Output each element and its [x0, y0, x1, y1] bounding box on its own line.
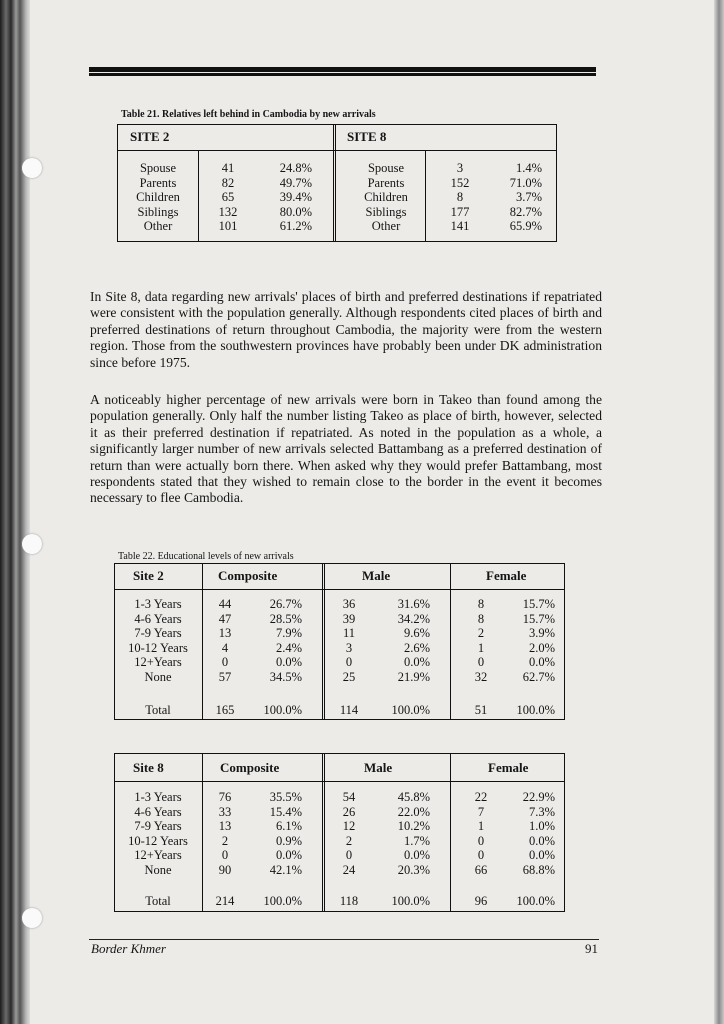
table-cell: 0 [477, 655, 485, 670]
table-cell: 0 [221, 848, 229, 863]
female-header: Female [488, 760, 529, 775]
composite-pcts [252, 597, 302, 685]
table-cell: Spouse [139, 161, 177, 175]
total-cell: 100.0% [391, 894, 430, 908]
table-cell: 1.7% [403, 833, 430, 848]
table-cell: 76 [218, 790, 232, 804]
row-labels [116, 597, 200, 685]
table-cell: 1.0% [528, 819, 555, 834]
table21-site-divider [333, 124, 336, 242]
table-cell: 20.3% [397, 862, 430, 877]
table-cell: 34.5% [269, 669, 302, 684]
table-cell: Siblings [365, 204, 407, 219]
table-cell: 7 [477, 804, 485, 819]
site-header: Site 8 [133, 760, 164, 775]
table-cell: 1-3 Years [134, 790, 182, 804]
table-col-divider [322, 563, 325, 720]
table-header-divider [114, 589, 565, 590]
total-cell: 114 [339, 703, 359, 717]
punch-hole [22, 908, 42, 928]
table-cell: 2 [221, 833, 229, 848]
footer-rule [89, 939, 599, 940]
table-cell: 2 [477, 626, 485, 641]
table-cell: 1-3 Years [134, 597, 182, 611]
table-cell: 54 [342, 790, 356, 804]
table-cell: 61.2% [279, 219, 312, 234]
total-cell: 165 [215, 703, 235, 717]
table-cell: 7-9 Years [134, 819, 182, 834]
total-label: Total [145, 703, 171, 717]
table21-site8-header: SITE 8 [347, 129, 387, 144]
composite-header: Composite [220, 760, 280, 775]
table-cell: Parents [367, 175, 405, 190]
table22-caption: Table 22. Educational levels of new arrivals [118, 551, 294, 562]
table-cell: 132 [218, 204, 238, 219]
table-cell: 47 [218, 611, 232, 626]
table-cell: 22.0% [397, 804, 430, 819]
table-cell: 0 [477, 833, 485, 848]
table-cell: 82.7% [509, 204, 542, 219]
male-pcts [380, 790, 430, 878]
male-header: Male [362, 568, 391, 583]
total-cell: 96 [474, 894, 488, 908]
table-cell: 10-12 Years [128, 833, 188, 848]
total-cell: 100.0% [263, 703, 302, 717]
table21-col-divider [198, 150, 199, 242]
table-cell: 80.0% [279, 204, 312, 219]
table-cell: 13 [218, 626, 232, 641]
table-cell: 65.9% [509, 219, 542, 234]
table21-site8-counts [442, 161, 478, 234]
body-paragraph: In Site 8, data regarding new arrivals' places of birth and preferred destinations if repatriated were consistent with the population generally. Although respondents cited places of birth and preferred destinations of return throughout Cambodia, the majority were from the western region. Those from the southwestern provinces have probably been under DK administration since before 1975. [90, 289, 602, 370]
table-cell: 82 [221, 175, 235, 190]
table-header-divider [114, 781, 565, 782]
table-cell: 39.4% [279, 190, 312, 205]
table-cell: 2.0% [528, 640, 555, 655]
table-cell: 152 [450, 175, 470, 190]
table-cell: None [144, 862, 172, 877]
table-cell: 25 [342, 669, 356, 684]
table-cell: 0 [477, 848, 485, 863]
male-header: Male [364, 760, 393, 775]
table-cell: 21.9% [397, 669, 430, 684]
table-cell: 39 [342, 611, 356, 626]
table-cell: 3 [345, 640, 353, 655]
table-col-divider [450, 753, 451, 912]
table-col-divider [202, 753, 203, 912]
table-cell: Spouse [367, 161, 405, 175]
table-cell: 8 [477, 611, 485, 626]
table-cell: 3.7% [515, 190, 542, 205]
table-cell: 35.5% [269, 790, 302, 804]
table21-col-divider [425, 150, 426, 242]
table-cell: 2.4% [275, 640, 302, 655]
table-cell: 57 [218, 669, 232, 684]
table-cell: 6.1% [275, 819, 302, 834]
table-cell: 31.6% [397, 597, 430, 611]
header-rule [89, 67, 596, 76]
table-cell: Other [143, 219, 173, 234]
table-cell: 36 [342, 597, 356, 611]
table-cell: 49.7% [279, 175, 312, 190]
table21-site8-pcts [490, 161, 542, 234]
page-number: 91 [585, 941, 598, 956]
table-cell: 62.7% [522, 669, 555, 684]
table-cell: 66 [474, 862, 488, 877]
table-cell: 12 [342, 819, 356, 834]
male-pcts [380, 597, 430, 685]
table-cell: 26 [342, 804, 356, 819]
female-pcts [505, 790, 555, 878]
table-cell: 3 [456, 161, 464, 175]
table-cell: 7-9 Years [134, 626, 182, 641]
total-label: Total [145, 894, 171, 908]
table-cell: 68.8% [522, 862, 555, 877]
total-cell: 118 [339, 894, 359, 908]
table-cell: Siblings [137, 204, 179, 219]
table-cell: 0.0% [275, 655, 302, 670]
table-cell: 44 [218, 597, 232, 611]
table-cell: 13 [218, 819, 232, 834]
table-cell: 101 [218, 219, 238, 234]
table-cell: 0.0% [528, 848, 555, 863]
total-cell: 214 [215, 894, 235, 908]
table-col-divider [202, 563, 203, 720]
table-cell: 15.7% [522, 597, 555, 611]
female-counts [466, 597, 496, 685]
table-cell: 33 [218, 804, 232, 819]
table-cell: 1 [477, 640, 485, 655]
composite-counts [210, 597, 240, 685]
table-cell: 45.8% [397, 790, 430, 804]
table-cell: Children [136, 190, 180, 205]
table-cell: 42.1% [269, 862, 302, 877]
table-cell: 4-6 Years [134, 611, 182, 626]
table-cell: 10.2% [397, 819, 430, 834]
table-cell: 12+Years [134, 848, 182, 863]
table-cell: 12+Years [134, 655, 182, 670]
table-cell: 11 [342, 626, 356, 641]
table-cell: 0 [345, 655, 353, 670]
table-cell: 41 [221, 161, 235, 175]
table-cell: 8 [456, 190, 464, 205]
table-cell: Other [371, 219, 401, 234]
table21-site2-counts [210, 161, 246, 234]
composite-pcts [252, 790, 302, 878]
scan-edge-right [714, 0, 724, 1024]
table-cell: 0.0% [528, 833, 555, 848]
table-cell: 0.0% [403, 655, 430, 670]
composite-counts [210, 790, 240, 878]
table-cell: 0.0% [528, 655, 555, 670]
table-cell: 0.0% [403, 848, 430, 863]
total-cell: 100.0% [516, 703, 555, 717]
male-counts [334, 790, 364, 878]
table-cell: 0 [221, 655, 229, 670]
table-col-divider [450, 563, 451, 720]
table-cell: 22.9% [522, 790, 555, 804]
table-cell: 177 [450, 204, 470, 219]
table-cell: None [144, 669, 172, 684]
table-cell: 24 [342, 862, 356, 877]
table-cell: 32 [474, 669, 488, 684]
table-cell: 24.8% [279, 161, 312, 175]
site-header: Site 2 [133, 568, 164, 583]
total-cell: 100.0% [263, 894, 302, 908]
table-cell: 15.7% [522, 611, 555, 626]
table-cell: 0 [345, 848, 353, 863]
female-header: Female [486, 568, 527, 583]
female-pcts [505, 597, 555, 685]
male-counts [334, 597, 364, 685]
total-cell: 100.0% [391, 703, 430, 717]
composite-header: Composite [218, 568, 278, 583]
body-paragraph: A noticeably higher percentage of new arrivals were born in Takeo than found among the population generally. Only half the number listing Takeo as place of birth, however, selected it as their preferred destination if repatriated. As noted in the population as a whole, a significantly larger number of new arrivals selected Battambang as a preferred destination of return than were actually born there. When asked why they would prefer Battambang, most respondents stated that they wished to remain close to the border in the event it becomes necessary to flee Cambodia. [90, 392, 602, 506]
table21-header-divider [117, 150, 557, 151]
table-cell: 1 [477, 819, 485, 834]
table-cell: 1.4% [515, 161, 542, 175]
table-cell: 7.3% [528, 804, 555, 819]
table-cell: 10-12 Years [128, 640, 188, 655]
table-cell: 65 [221, 190, 235, 205]
table-cell: 9.6% [403, 626, 430, 641]
punch-hole [22, 158, 42, 178]
total-cell: 100.0% [516, 894, 555, 908]
table-cell: 90 [218, 862, 232, 877]
table-cell: 0.9% [275, 833, 302, 848]
table-cell: 3.9% [528, 626, 555, 641]
table-cell: Children [364, 190, 408, 205]
row-labels [116, 790, 200, 878]
table-cell: 71.0% [509, 175, 542, 190]
punch-hole [22, 534, 42, 554]
table21-caption: Table 21. Relatives left behind in Cambodia by new arrivals [121, 109, 376, 120]
table-cell: 8 [477, 597, 485, 611]
table-cell: Parents [139, 175, 177, 190]
table-cell: 26.7% [269, 597, 302, 611]
table-cell: 0.0% [275, 848, 302, 863]
table21-site2-header: SITE 2 [130, 129, 170, 144]
table-cell: 15.4% [269, 804, 302, 819]
table21-site2-labels [122, 161, 194, 234]
table-cell: 22 [474, 790, 488, 804]
table-cell: 4-6 Years [134, 804, 182, 819]
table-cell: 7.9% [275, 626, 302, 641]
table21-site8-labels [350, 161, 422, 234]
scan-edge-left [0, 0, 30, 1024]
table-cell: 2.6% [403, 640, 430, 655]
table-cell: 28.5% [269, 611, 302, 626]
table-cell: 4 [221, 640, 229, 655]
table-cell: 2 [345, 833, 353, 848]
table-col-divider [322, 753, 325, 912]
table-cell: 141 [450, 219, 470, 234]
female-counts [466, 790, 496, 878]
table-cell: 34.2% [397, 611, 430, 626]
total-cell: 51 [474, 703, 488, 717]
publication-name: Border Khmer [91, 941, 166, 956]
table21-site2-pcts [262, 161, 312, 234]
